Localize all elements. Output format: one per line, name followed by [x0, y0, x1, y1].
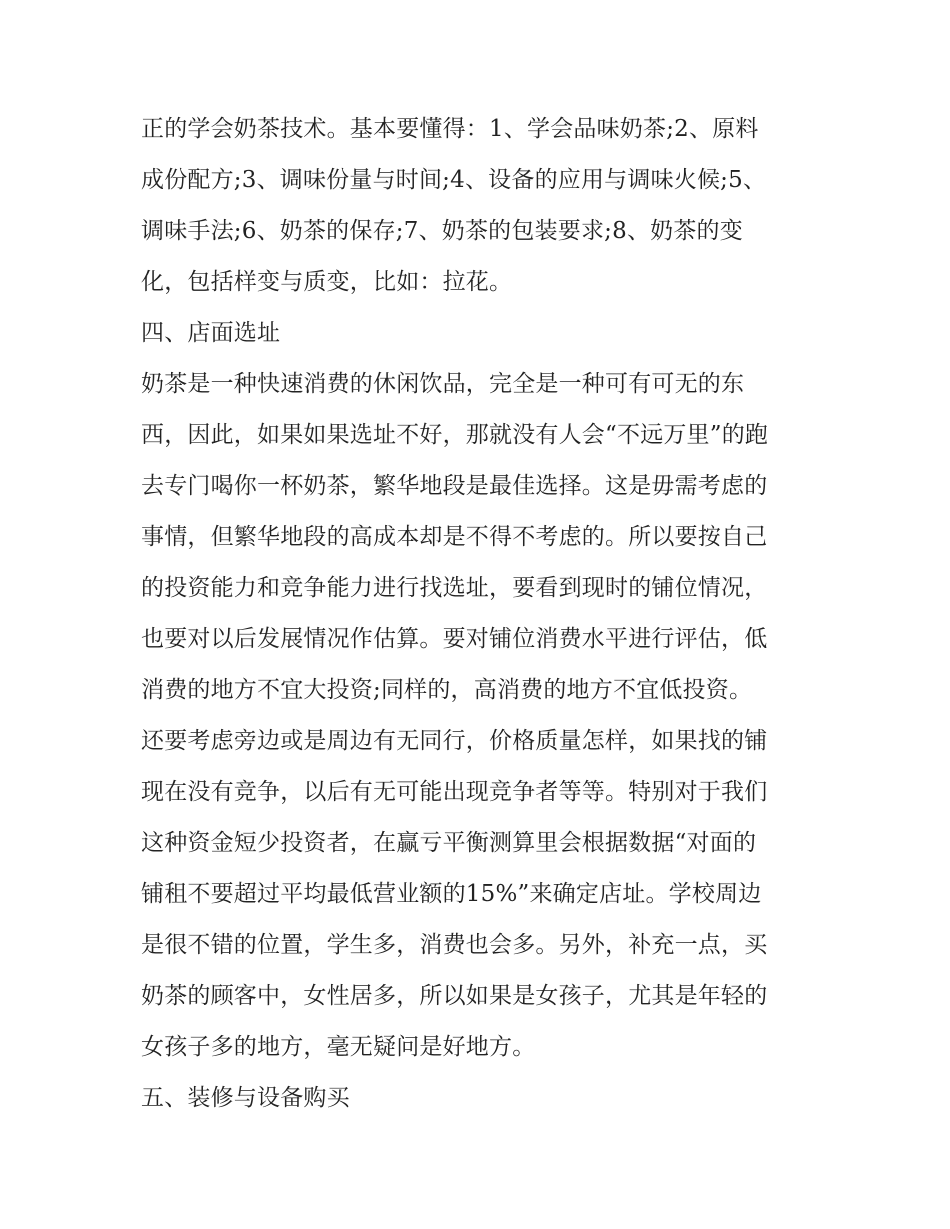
document-body: [141, 104, 821, 1124]
paragraph-line: 成份配方;3、调味份量与时间;4、设备的应用与调味火候;5、: [141, 167, 767, 193]
paragraph-line: 调味手法;6、奶茶的保存;7、奶茶的包装要求;8、奶茶的变: [141, 218, 743, 244]
paragraph-line: 也要对以后发展情况作估算。要对铺位消费水平进行评估，低: [141, 626, 768, 652]
section-heading-decoration-equipment: 五、装修与设备购买: [141, 1085, 350, 1111]
paragraph-line: 铺租不要超过平均最低营业额的15%”来确定店址。学校周边: [141, 881, 762, 907]
paragraph-line: 现在没有竞争，以后有无可能出现竞争者等等。特别对于我们: [141, 779, 768, 805]
paragraph-line: 化，包括样变与质变，比如：拉花。: [141, 269, 513, 295]
paragraph-line: 奶茶的顾客中，女性居多，所以如果是女孩子，尤其是年轻的: [141, 983, 768, 1009]
paragraph-line: 这种资金短少投资者，在赢亏平衡测算里会根据数据“对面的: [141, 830, 757, 856]
paragraph-line: 是很不错的位置，学生多，消费也会多。另外，补充一点，买: [141, 932, 768, 958]
paragraph-line: 还要考虑旁边或是周边有无同行，价格质量怎样，如果找的铺: [141, 728, 768, 754]
paragraph-line: 正的学会奶茶技术。基本要懂得：1、学会品味奶茶;2、原料: [141, 116, 759, 142]
paragraph-line: 的投资能力和竞争能力进行找选址，要看到现时的铺位情况，: [141, 575, 768, 601]
paragraph-line: 事情，但繁华地段的高成本却是不得不考虑的。所以要按自己: [141, 524, 768, 550]
section-heading-store-location: 四、店面选址: [141, 320, 281, 346]
paragraph-line: 女孩子多的地方，毫无疑问是好地方。: [141, 1034, 536, 1060]
paragraph-line: 消费的地方不宜大投资;同样的，高消费的地方不宜低投资。: [141, 677, 753, 703]
paragraph-line: 奶茶是一种快速消费的休闲饮品，完全是一种可有可无的东: [141, 371, 745, 397]
paragraph-line: 去专门喝你一杯奶茶，繁华地段是最佳选择。这是毋需考虑的: [141, 473, 768, 499]
paragraph-line: 西，因此，如果如果选址不好，那就没有人会“不远万里”的跑: [141, 422, 769, 448]
